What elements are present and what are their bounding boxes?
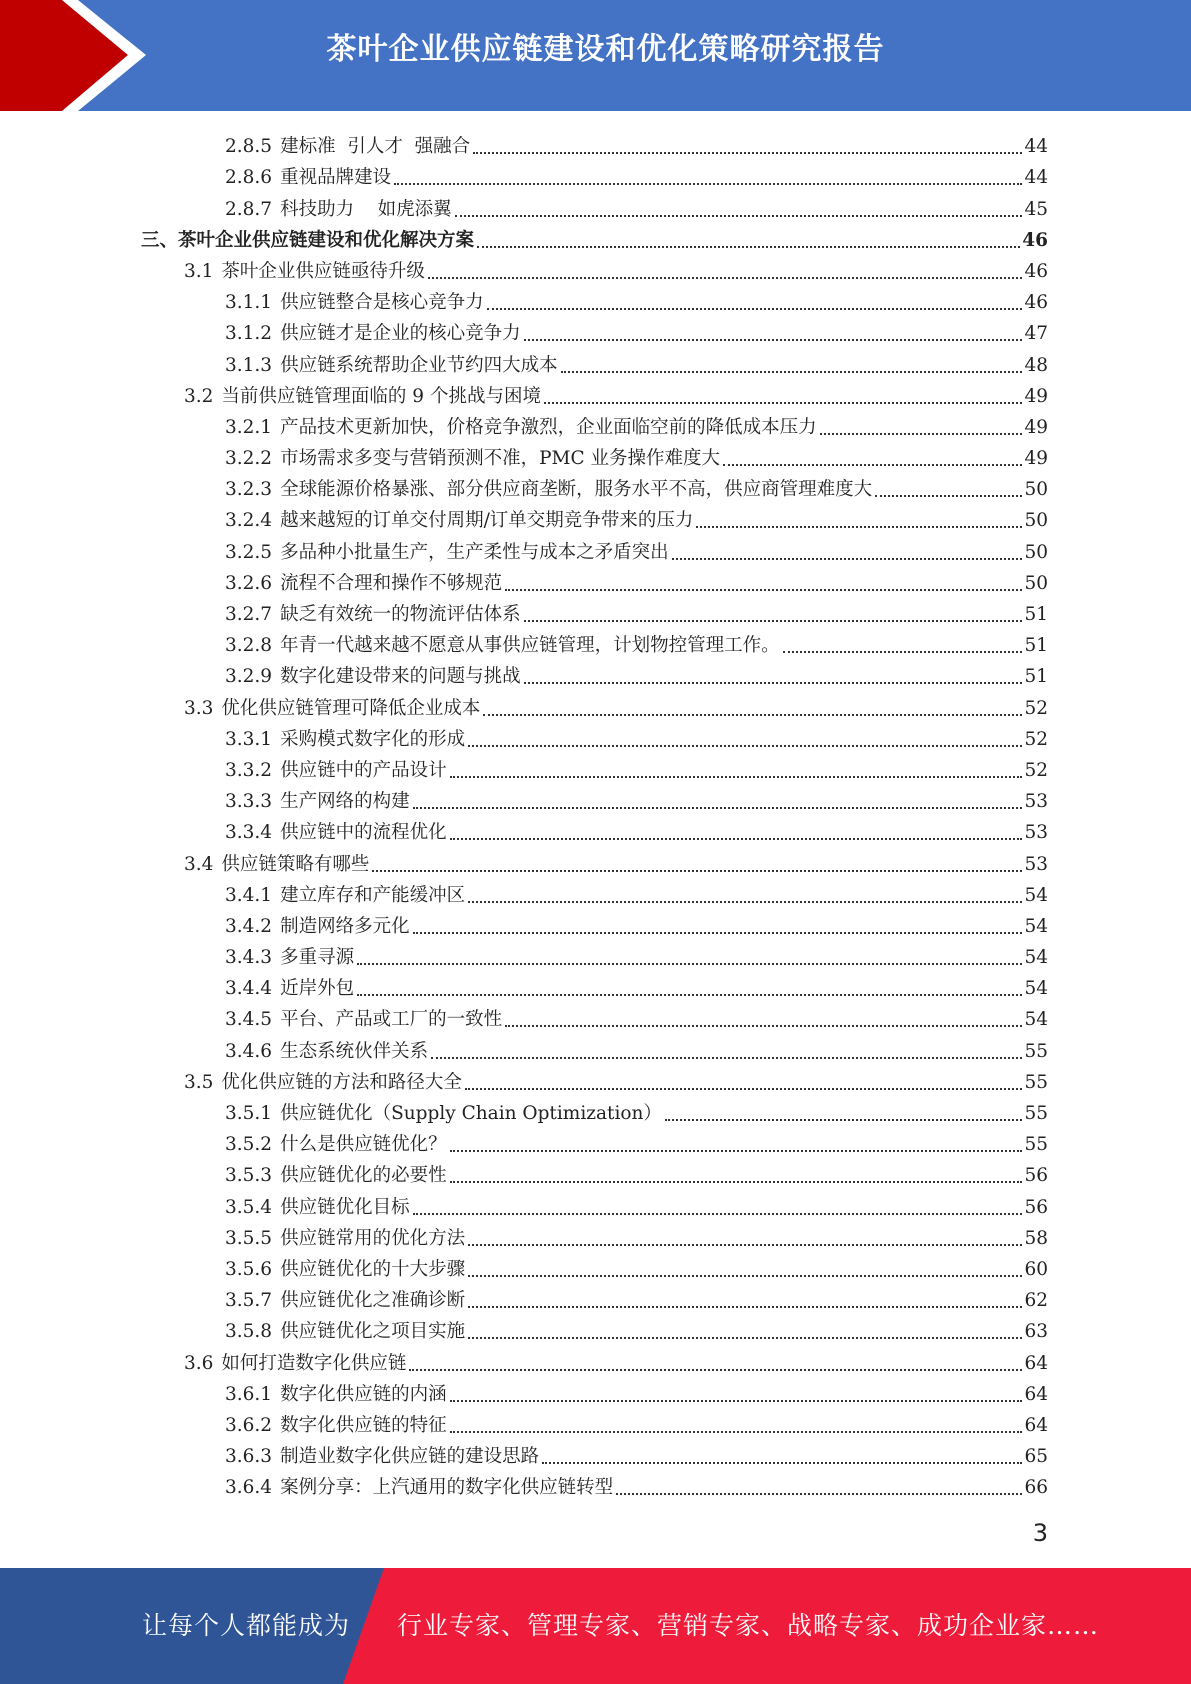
toc-entry-page: 54 [1024, 915, 1048, 937]
toc-entry-number: 3.2.4 [225, 510, 273, 532]
toc-dot-leader [505, 1025, 1022, 1027]
toc-entry[interactable] [0, 814, 1191, 845]
toc-entry-page: 44 [1024, 136, 1048, 158]
toc-entry[interactable] [0, 1469, 1191, 1500]
toc-entry-number: 3.3.4 [225, 822, 273, 844]
toc-entry-page: 52 [1024, 759, 1048, 781]
toc-dot-leader [357, 963, 1022, 965]
toc-entry[interactable] [0, 565, 1191, 596]
toc-entry-page: 49 [1024, 448, 1048, 470]
toc-dot-leader [524, 339, 1023, 341]
toc-dot-leader [428, 277, 1023, 279]
toc-entry-number: 3.5.2 [225, 1134, 273, 1156]
toc-entry[interactable] [0, 1407, 1191, 1438]
toc-entry[interactable] [0, 1032, 1191, 1063]
toc-entry[interactable] [0, 1157, 1191, 1188]
toc-entry[interactable] [0, 908, 1191, 939]
toc-entry-title: 案例分享：上汽通用的数字化供应链转型 [280, 1477, 614, 1499]
toc-entry[interactable] [0, 471, 1191, 502]
toc-entry-title: 优化供应链的方法和路径大全 [221, 1071, 462, 1093]
toc-dot-leader [431, 1057, 1022, 1059]
toc-entry-page: 50 [1024, 479, 1048, 501]
toc-entry-page: 47 [1024, 323, 1048, 345]
toc-entry-number: 3.6 [184, 1352, 214, 1374]
toc-entry-title: 供应链整合是核心竞争力 [280, 292, 484, 314]
toc-dot-leader [477, 246, 1020, 248]
toc-entry[interactable] [0, 1313, 1191, 1344]
toc-entry-title: 数字化供应链的内涵 [280, 1383, 447, 1405]
toc-entry-page: 56 [1024, 1165, 1048, 1187]
toc-dot-leader [455, 215, 1023, 217]
toc-entry[interactable] [0, 783, 1191, 814]
toc-entry-title: 近岸外包 [280, 978, 355, 1000]
toc-dot-leader [450, 1181, 1023, 1183]
toc-entry-title: 优化供应链管理可降低企业成本 [221, 697, 481, 719]
toc-entry-title: 数字化供应链的特征 [280, 1414, 447, 1436]
toc-entry[interactable] [0, 1188, 1191, 1219]
toc-entry-number: 3.1 [184, 260, 214, 282]
toc-entry[interactable] [0, 596, 1191, 627]
toc-dot-leader [409, 1369, 1022, 1371]
toc-dot-leader [468, 745, 1022, 747]
toc-dot-leader [524, 682, 1023, 684]
toc-dot-leader [783, 651, 1023, 653]
toc-entry-page: 62 [1024, 1290, 1048, 1312]
toc-entry-title: 如何打造数字化供应链 [221, 1352, 407, 1374]
toc-entry-number: 3.3 [184, 697, 214, 719]
toc-entry-page: 52 [1024, 697, 1048, 719]
page-number: 3 [1032, 1519, 1048, 1547]
toc-dot-leader [487, 308, 1023, 310]
toc-entry[interactable] [0, 533, 1191, 564]
toc-dot-leader [505, 589, 1022, 591]
toc-entry-number: 3.2 [184, 385, 214, 407]
toc-entry[interactable] [0, 190, 1191, 221]
toc-entry-number: 3.3.2 [225, 759, 273, 781]
toc-entry-page: 64 [1024, 1383, 1048, 1405]
toc-entry-title: 供应链优化（Supply Chain Optimization） [280, 1103, 662, 1124]
toc-dot-leader [372, 870, 1022, 872]
toc-entry-page: 55 [1024, 1071, 1048, 1093]
toc-entry-title: 供应链策略有哪些 [221, 853, 370, 875]
toc-dot-leader [468, 1275, 1022, 1277]
toc-entry-page: 51 [1024, 666, 1048, 688]
toc-entry-number: 3.5.3 [225, 1165, 273, 1187]
toc-entry-page: 54 [1024, 884, 1048, 906]
toc-entry-number: 3.6.1 [225, 1383, 273, 1405]
toc-dot-leader [394, 183, 1022, 185]
toc-entry[interactable] [0, 315, 1191, 346]
toc-dot-leader [561, 371, 1023, 373]
toc-entry-number: 3.6.4 [225, 1477, 273, 1499]
toc-dot-leader [413, 807, 1023, 809]
toc-entry-number: 3.5.6 [225, 1258, 273, 1280]
toc-entry[interactable] [0, 1220, 1191, 1251]
toc-entry[interactable] [0, 502, 1191, 533]
toc-entry-title: 供应链系统帮助企业节约四大成本 [280, 354, 558, 376]
toc-dot-leader [450, 1150, 1023, 1152]
toc-entry-title: 茶叶企业供应链亟待升级 [221, 260, 425, 282]
toc-entry[interactable] [0, 378, 1191, 409]
toc-entry-number: 3.4.1 [225, 884, 273, 906]
toc-entry-title: 生产网络的构建 [280, 791, 410, 813]
toc-entry-page: 44 [1024, 167, 1048, 189]
toc-entry-page: 64 [1024, 1414, 1048, 1436]
toc-entry-number: 3.1.1 [225, 292, 273, 314]
toc-entry-title: 多重寻源 [280, 947, 355, 969]
toc-dot-leader [450, 838, 1023, 840]
toc-entry-title: 全球能源价格暴涨、部分供应商垄断，服务水平不高，供应商管理难度大 [280, 479, 873, 501]
toc-entry-title: 制造网络多元化 [280, 915, 410, 937]
document-title: 茶叶企业供应链建设和优化策略研究报告 [326, 32, 885, 67]
toc-entry[interactable] [0, 159, 1191, 190]
toc-entry[interactable] [0, 222, 1191, 253]
toc-dot-leader [542, 1462, 1022, 1464]
toc-dot-leader [820, 433, 1023, 435]
toc-entry-title: 年青一代越来越不愿意从事供应链管理，计划物控管理工作。 [280, 635, 780, 657]
toc-entry-title: 供应链优化之项目实施 [280, 1321, 466, 1343]
toc-entry-number: 3.2.9 [225, 666, 273, 688]
toc-entry-number: 2.8.7 [225, 198, 273, 220]
toc-entry[interactable] [0, 284, 1191, 315]
toc-entry[interactable] [0, 1344, 1191, 1375]
toc-entry-page: 51 [1024, 635, 1048, 657]
toc-entry-number: 3.5.5 [225, 1227, 273, 1249]
toc-entry[interactable] [0, 1438, 1191, 1469]
toc-entry-page: 51 [1024, 604, 1048, 625]
toc-entry[interactable] [0, 721, 1191, 752]
toc-dot-leader [524, 620, 1023, 622]
toc-dot-leader [696, 526, 1022, 528]
toc-entry-page: 52 [1024, 728, 1048, 750]
toc-dot-leader [723, 464, 1022, 466]
toc-entry-number: 3.2.3 [225, 479, 273, 501]
toc-entry-number: 3.4.5 [225, 1009, 273, 1031]
toc-entry-page: 45 [1024, 198, 1048, 220]
toc-entry-title: 当前供应链管理面临的 9 个挑战与困境 [221, 385, 541, 407]
toc-entry-title: 供应链优化的十大步骤 [280, 1258, 466, 1280]
toc-dot-leader [672, 558, 1023, 560]
toc-entry-number: 3.4.4 [225, 978, 273, 1000]
toc-entry-page: 53 [1024, 822, 1048, 844]
toc-entry[interactable] [0, 346, 1191, 377]
toc-entry-title: 供应链优化目标 [280, 1196, 410, 1218]
toc-entry-title: 缺乏有效统一的物流评估体系 [280, 604, 521, 625]
toc-dot-leader [450, 1431, 1023, 1433]
toc-entry-number: 3.2.1 [225, 416, 273, 438]
toc-entry[interactable] [0, 939, 1191, 970]
toc-dot-leader [450, 1400, 1023, 1402]
toc-entry-number: 3.5.4 [225, 1196, 273, 1218]
toc-dot-leader [616, 1493, 1022, 1495]
toc-entry-title: 供应链优化的必要性 [280, 1165, 447, 1187]
toc-entry-page: 50 [1024, 510, 1048, 532]
toc-dot-leader [413, 932, 1023, 934]
toc-entry-number: 3.2.7 [225, 604, 273, 625]
toc-entry[interactable] [0, 970, 1191, 1001]
toc-entry-page: 64 [1024, 1352, 1048, 1374]
toc-entry-number: 3.5.8 [225, 1321, 273, 1343]
toc-entry-page: 49 [1024, 385, 1048, 407]
toc-entry[interactable] [0, 1001, 1191, 1032]
toc-entry-number: 3.4 [184, 853, 214, 875]
toc-entry-title: 流程不合理和操作不够规范 [280, 572, 503, 594]
page-header [0, 0, 1191, 111]
toc-entry-title: 建标准 引人才 强融合 [280, 136, 471, 158]
toc-entry-page: 55 [1024, 1103, 1048, 1124]
toc-entry-number: 三、 [141, 229, 179, 251]
toc-entry[interactable] [0, 1095, 1191, 1126]
toc-entry-title: 生态系统伙伴关系 [280, 1040, 429, 1062]
toc-dot-leader [357, 994, 1022, 996]
toc-entry-title: 供应链优化之准确诊断 [280, 1290, 466, 1312]
toc-dot-leader [468, 1244, 1022, 1246]
toc-entry-number: 3.5 [184, 1071, 214, 1093]
toc-entry-page: 58 [1024, 1227, 1048, 1249]
toc-entry-page: 54 [1024, 947, 1048, 969]
toc-entry-number: 3.3.3 [225, 791, 273, 813]
toc-entry[interactable] [0, 627, 1191, 658]
toc-entry-title: 产品技术更新加快，价格竞争激烈，企业面临空前的降低成本压力 [280, 416, 817, 438]
toc-entry-title: 多品种小批量生产，生产柔性与成本之矛盾突出 [280, 541, 669, 563]
toc-entry-number: 2.8.6 [225, 167, 273, 189]
toc-dot-leader [665, 1119, 1023, 1121]
toc-entry[interactable] [0, 1282, 1191, 1313]
toc-entry-title: 茶叶企业供应链建设和优化解决方案 [178, 229, 475, 251]
toc-entry-page: 46 [1024, 292, 1048, 314]
toc-dot-leader [468, 901, 1022, 903]
toc-dot-leader [483, 714, 1022, 716]
toc-entry[interactable] [0, 1126, 1191, 1157]
toc-entry-number: 3.1.3 [225, 354, 273, 376]
toc-entry-page: 46 [1024, 260, 1048, 282]
toc-dot-leader [450, 776, 1023, 778]
table-of-contents [0, 128, 1191, 1500]
toc-entry-page: 53 [1024, 853, 1048, 875]
toc-dot-leader [468, 1337, 1022, 1339]
toc-entry-page: 55 [1024, 1040, 1048, 1062]
toc-entry[interactable] [0, 689, 1191, 720]
toc-entry-title: 越来越短的订单交付周期/订单交期竞争带来的压力 [280, 510, 694, 532]
toc-dot-leader [544, 402, 1022, 404]
toc-entry-number: 3.1.2 [225, 323, 273, 345]
toc-entry[interactable] [0, 1376, 1191, 1407]
toc-entry[interactable] [0, 658, 1191, 689]
toc-entry-title: 建立库存和产能缓冲区 [280, 884, 466, 906]
toc-entry-number: 3.2.5 [225, 541, 273, 563]
toc-entry-title: 制造业数字化供应链的建设思路 [280, 1446, 540, 1468]
toc-entry[interactable] [0, 128, 1191, 159]
toc-entry-page: 49 [1024, 416, 1048, 438]
toc-dot-leader [468, 1306, 1022, 1308]
toc-entry-number: 3.4.6 [225, 1040, 273, 1062]
toc-entry-title: 供应链才是企业的核心竞争力 [280, 323, 521, 345]
toc-entry-page: 66 [1024, 1477, 1048, 1499]
toc-entry-number: 2.8.5 [225, 136, 273, 158]
toc-entry-number: 3.2.2 [225, 448, 273, 470]
toc-entry-page: 53 [1024, 791, 1048, 813]
toc-entry-title: 采购模式数字化的形成 [280, 728, 466, 750]
toc-entry-title: 数字化建设带来的问题与挑战 [280, 666, 521, 688]
toc-entry-number: 3.2.8 [225, 635, 273, 657]
toc-entry-number: 3.6.3 [225, 1446, 273, 1468]
toc-entry[interactable] [0, 440, 1191, 471]
toc-entry-title: 科技助力 如虎添翼 [280, 198, 452, 220]
toc-entry-number: 3.3.1 [225, 728, 273, 750]
toc-dot-leader [465, 1088, 1023, 1090]
toc-entry-page: 48 [1024, 354, 1048, 376]
toc-entry-title: 供应链中的流程优化 [280, 822, 447, 844]
toc-entry[interactable] [0, 752, 1191, 783]
footer-slogan-right: 行业专家、管理专家、营销专家、战略专家、成功企业家…… [397, 1611, 1100, 1640]
toc-entry-page: 46 [1022, 229, 1048, 251]
toc-entry-number: 3.5.1 [225, 1103, 273, 1124]
toc-entry-page: 55 [1024, 1134, 1048, 1156]
footer-slogan-left: 让每个人都能成为 [142, 1611, 351, 1640]
toc-entry-title: 平台、产品或工厂的一致性 [280, 1009, 503, 1031]
toc-dot-leader [473, 152, 1022, 154]
toc-entry-page: 65 [1024, 1446, 1048, 1468]
toc-entry-page: 56 [1024, 1196, 1048, 1218]
toc-entry-title: 供应链中的产品设计 [280, 759, 447, 781]
toc-entry-number: 3.6.2 [225, 1414, 273, 1436]
toc-dot-leader [413, 1213, 1023, 1215]
toc-entry-page: 50 [1024, 541, 1048, 563]
toc-entry[interactable] [0, 409, 1191, 440]
toc-entry-title: 重视品牌建设 [280, 167, 392, 189]
toc-entry[interactable] [0, 1064, 1191, 1095]
toc-dot-leader [875, 495, 1022, 497]
toc-entry-number: 3.4.2 [225, 915, 273, 937]
toc-entry-page: 54 [1024, 1009, 1048, 1031]
toc-entry-page: 63 [1024, 1321, 1048, 1343]
toc-entry-title: 市场需求多变与营销预测不准，PMC 业务操作难度大 [280, 448, 721, 470]
toc-entry-number: 3.2.6 [225, 572, 273, 594]
toc-entry-number: 3.5.7 [225, 1290, 273, 1312]
toc-entry[interactable] [0, 1251, 1191, 1282]
page-footer [0, 1568, 1191, 1684]
toc-entry[interactable] [0, 877, 1191, 908]
toc-entry-title: 供应链常用的优化方法 [280, 1227, 466, 1249]
toc-entry[interactable] [0, 253, 1191, 284]
toc-entry-page: 50 [1024, 572, 1048, 594]
toc-entry[interactable] [0, 845, 1191, 876]
toc-entry-title: 什么是供应链优化？ [280, 1134, 447, 1156]
toc-entry-number: 3.4.3 [225, 947, 273, 969]
toc-entry-page: 60 [1024, 1258, 1048, 1280]
toc-entry-page: 54 [1024, 978, 1048, 1000]
